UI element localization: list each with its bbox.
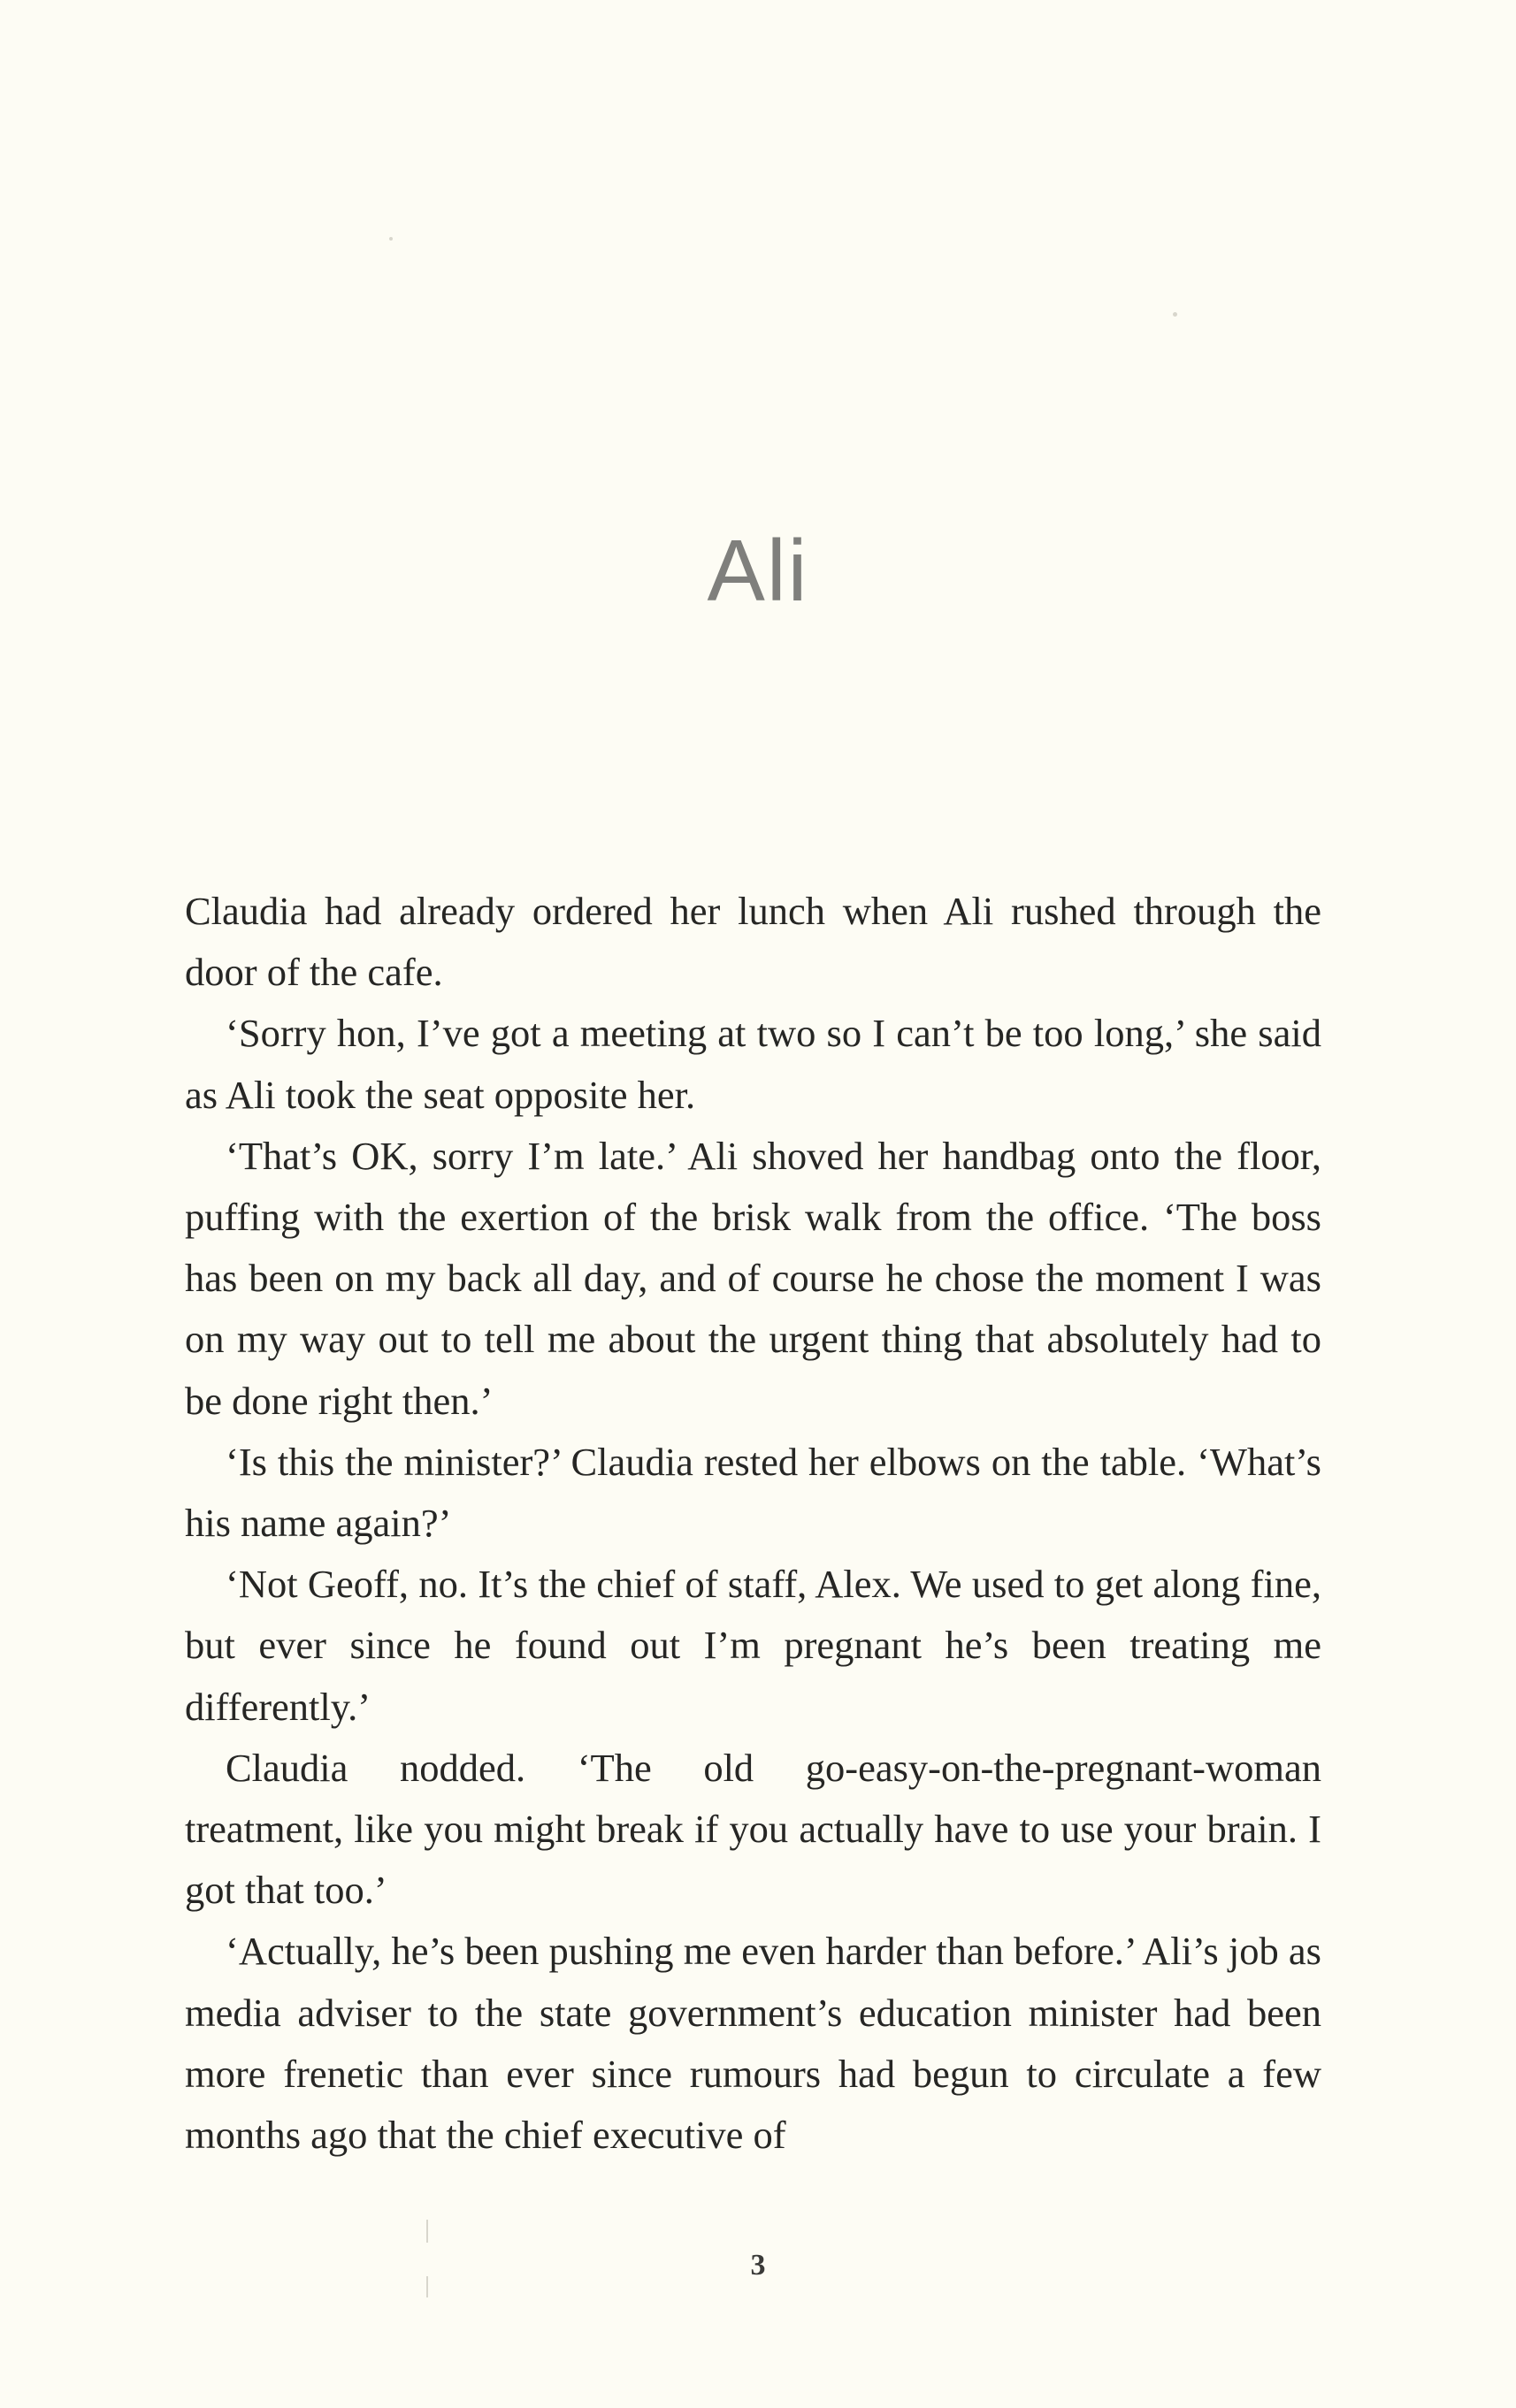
page-number: 3: [750, 2249, 766, 2282]
paragraph: ‘Actually, he’s been pushing me even harder than before.’ Ali’s job as media adviser to the state government’s education minister had been more frenetic than ever since rumours had begun to circulate a few months ago that the chief executive of: [185, 1929, 1321, 2158]
chapter-body-text: [185, 881, 1321, 2166]
paragraph: ‘Is this the minister?’ Claudia rested her elbows on the table. ‘What’s his name again?’: [185, 1439, 1321, 1546]
paragraph: ‘Not Geoff, no. It’s the chief of staff, Alex. We used to get along fine, but ever since he found out I’m pregnant he’s been treating me differently.’: [185, 1562, 1321, 1729]
paragraph: ‘Sorry hon, I’ve got a meeting at two so I can’t be too long,’ she said as Ali took the seat opposite her.: [185, 1011, 1321, 1117]
paper-speck: [389, 237, 393, 241]
chapter-title: Ali: [707, 522, 809, 619]
paper-speck: [1173, 312, 1177, 317]
paper-speck: [426, 2220, 428, 2243]
paragraph: Claudia nodded. ‘The old go-easy-on-the-pregnant-woman treatment, like you might break if you actually have to use your brain. I got that too.’: [185, 1745, 1321, 1913]
paragraph: ‘That’s OK, sorry I’m late.’ Ali shoved her handbag onto the floor, puffing with the exertion of the brisk walk from the office. ‘The boss has been on my back all day, and of course he chose the moment I was on my way out to tell me about the urgent thing that absolutely had to be done right then.’: [185, 1133, 1321, 1423]
paragraph: Claudia had already ordered her lunch when Ali rushed through the door of the cafe.: [185, 889, 1321, 995]
